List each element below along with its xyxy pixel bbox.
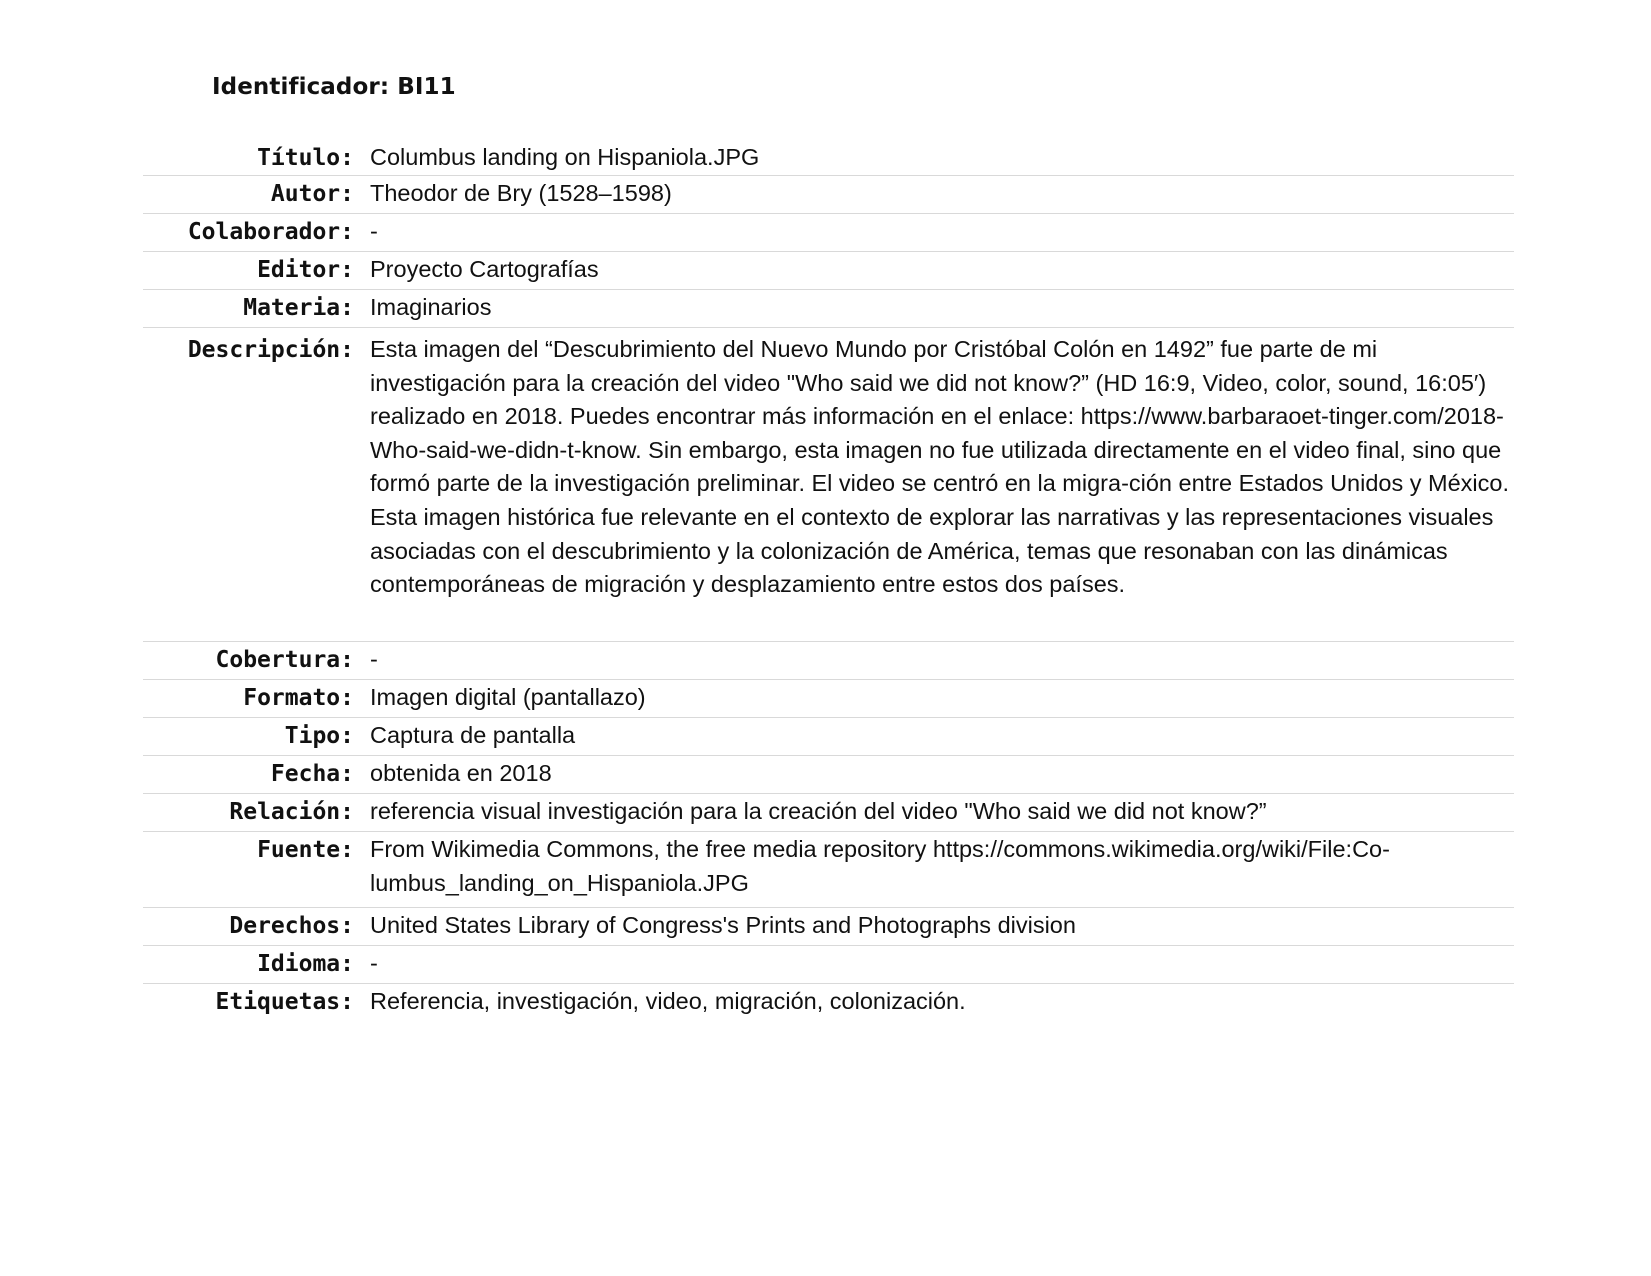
field-label: Descripción:	[187, 337, 354, 363]
field-label: Título:	[257, 145, 354, 171]
field-row-fuente	[143, 832, 1514, 908]
field-row-formato	[143, 680, 1514, 718]
field-value: obtenida en 2018	[370, 760, 552, 786]
field-row-cobertura	[143, 642, 1514, 680]
field-label: Fecha:	[270, 761, 354, 787]
field-row-descripcion	[143, 328, 1514, 642]
field-value: From Wikimedia Commons, the free media repository https://commons.wikimedia.org/wiki/File:Co-lumbus_landing_on_Hispaniola.JPG	[370, 836, 1390, 896]
field-row-materia	[143, 290, 1514, 328]
field-label: Autor:	[270, 181, 354, 207]
field-value: Imaginarios	[370, 294, 492, 320]
field-label: Fuente:	[257, 837, 354, 863]
field-row-idioma	[143, 946, 1514, 984]
field-label: Idioma:	[257, 951, 354, 977]
field-label: Etiquetas:	[215, 989, 354, 1015]
field-row-colaborador	[143, 214, 1514, 252]
field-row-editor	[143, 252, 1514, 290]
field-row-titulo	[143, 140, 1514, 176]
record-identifier: Identificador: BI11	[212, 74, 456, 100]
field-row-tipo	[143, 718, 1514, 756]
field-value: Captura de pantalla	[370, 722, 576, 748]
field-value: Theodor de Bry (1528–1598)	[370, 180, 672, 206]
field-value: Imagen digital (pantallazo)	[370, 684, 646, 710]
field-row-etiquetas	[143, 984, 1514, 1022]
field-value: Proyecto Cartografías	[370, 256, 599, 282]
field-label: Tipo:	[284, 723, 354, 749]
field-value: -	[370, 950, 378, 976]
field-label: Derechos:	[229, 913, 354, 939]
field-row-autor	[143, 176, 1514, 214]
field-value: -	[370, 218, 378, 244]
field-value: referencia visual investigación para la creación del video "Who said we did not know?”	[370, 798, 1267, 824]
field-value: Referencia, investigación, video, migración, colonización.	[370, 988, 966, 1014]
field-row-derechos	[143, 908, 1514, 946]
field-row-relacion	[143, 794, 1514, 832]
field-label: Relación:	[229, 799, 354, 825]
field-label: Formato:	[243, 685, 354, 711]
field-label: Editor:	[257, 257, 354, 283]
metadata-table	[143, 140, 1514, 1022]
field-value: Esta imagen del “Descubrimiento del Nuevo Mundo por Cristóbal Colón en 1492” fue parte de mi investigación para la creación del video "Who said we did not know?” (HD 16:9, Video, color, sound, 16:05′) realizado en 2018. Puedes encontrar más información en el enlace: https://www.barbaraoet-tinger.com/2018-Who-said-we-didn-t-know. Sin embargo, esta imagen no fue utilizada directamente en el video final, sino que formó parte de la investigación preliminar. El video se centró en la migra-ción entre Estados Unidos y México. Esta imagen histórica fue relevante en el contexto de explorar las narrativas y las representaciones visuales asociadas con el descubrimiento y la colonización de América, temas que resonaban con las dinámicas contemporáneas de migración y desplazamiento entre estos dos países.	[370, 336, 1509, 598]
field-value: Columbus landing on Hispaniola.JPG	[370, 144, 760, 170]
field-value: -	[370, 646, 378, 672]
field-label: Materia:	[243, 295, 354, 321]
field-label: Colaborador:	[187, 219, 354, 245]
field-value: United States Library of Congress's Prints and Photographs division	[370, 912, 1076, 938]
field-row-fecha	[143, 756, 1514, 794]
field-label: Cobertura:	[215, 647, 354, 673]
